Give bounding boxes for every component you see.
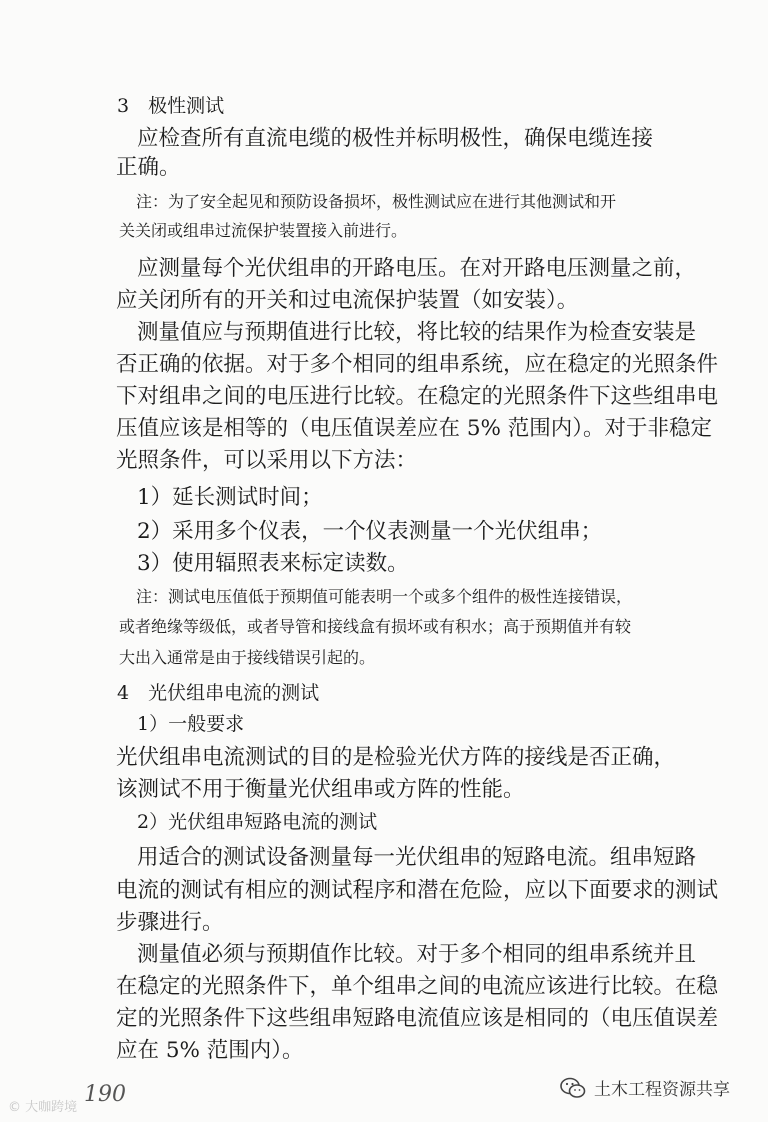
subheading: 2）光伏组串短路电流的测试 — [137, 811, 378, 833]
paragraph-line: 否正确的依据。对于多个相同的组串系统，应在稳定的光照条件 — [116, 352, 719, 377]
method-item: 1）延长测试时间； — [137, 485, 323, 510]
paragraph-line: 光伏组串电流测试的目的是检验光伏方阵的接线是否正确， — [116, 745, 676, 770]
watermark-left: © 大咖跨境 — [8, 1100, 78, 1115]
watermark-right — [560, 1075, 730, 1100]
paragraph-line: 光照条件，可以采用以下方法： — [116, 448, 418, 473]
note-line: 注：为了安全起见和预防设备损坏，极性测试应在进行其他测试和开 — [136, 192, 617, 211]
wechat-icon — [560, 1077, 586, 1099]
paragraph-line: 该测试不用于衡量光伏组串或方阵的性能。 — [116, 777, 525, 802]
paragraph-line: 在稳定的光照条件下，单个组串之间的电流应该进行比较。在稳 — [116, 974, 719, 999]
method-item: 3）使用辐照表来标定读数。 — [137, 551, 409, 576]
paragraph-line: 用适合的测试设备测量每一光伏组串的短路电流。组串短路 — [137, 845, 697, 870]
paragraph-line: 下对组串之间的电压进行比较。在稳定的光照条件下这些组串电 — [116, 384, 719, 409]
note-line: 或者绝缘等级低，或者导管和接线盒有损坏或有积水；高于预期值并有较 — [119, 617, 632, 636]
section-3-heading: 3 极性测试 — [117, 95, 225, 117]
paragraph-line: 测量值必须与预期值作比较。对于多个相同的组串系统并且 — [137, 942, 697, 967]
subheading: 1）一般要求 — [137, 713, 245, 735]
paragraph-line: 电流的测试有相应的测试程序和潜在危险，应以下面要求的测试 — [116, 878, 719, 903]
section-4-heading: 4 光伏组串电流的测试 — [117, 682, 320, 704]
paragraph-line: 应测量每个光伏组串的开路电压。在对开路电压测量之前， — [137, 256, 697, 281]
paragraph-line: 正确。 — [116, 155, 181, 180]
paragraph-line: 应检查所有直流电缆的极性并标明极性，确保电缆连接 — [137, 126, 654, 151]
paragraph-line: 步骤进行。 — [116, 910, 224, 935]
watermark-right-text: 土木工程资源共享 — [594, 1080, 730, 1100]
paragraph-line: 压值应该是相等的（电压值误差应在 5% 范围内）。对于非稳定 — [116, 416, 713, 441]
method-item: 2）采用多个仪表，一个仪表测量一个光伏组串； — [137, 519, 603, 544]
paragraph-line: 应在 5% 范围内）。 — [116, 1038, 304, 1063]
note-line: 关关闭或组串过流保护装置接入前进行。 — [119, 221, 408, 240]
note-line: 注：测试电压值低于预期值可能表明一个或多个组件的极性连接错误， — [136, 587, 633, 606]
page-number: 190 — [84, 1082, 126, 1107]
paragraph-line: 应关闭所有的开关和过电流保护装置（如安装）。 — [116, 288, 579, 313]
paragraph-line: 定的光照条件下这些组串短路电流值应该是相同的（电压值误差 — [116, 1006, 719, 1031]
note-line: 大出入通常是由于接线错误引起的。 — [119, 648, 376, 667]
paragraph-line: 测量值应与预期值进行比较，将比较的结果作为检查安装是 — [137, 320, 697, 345]
